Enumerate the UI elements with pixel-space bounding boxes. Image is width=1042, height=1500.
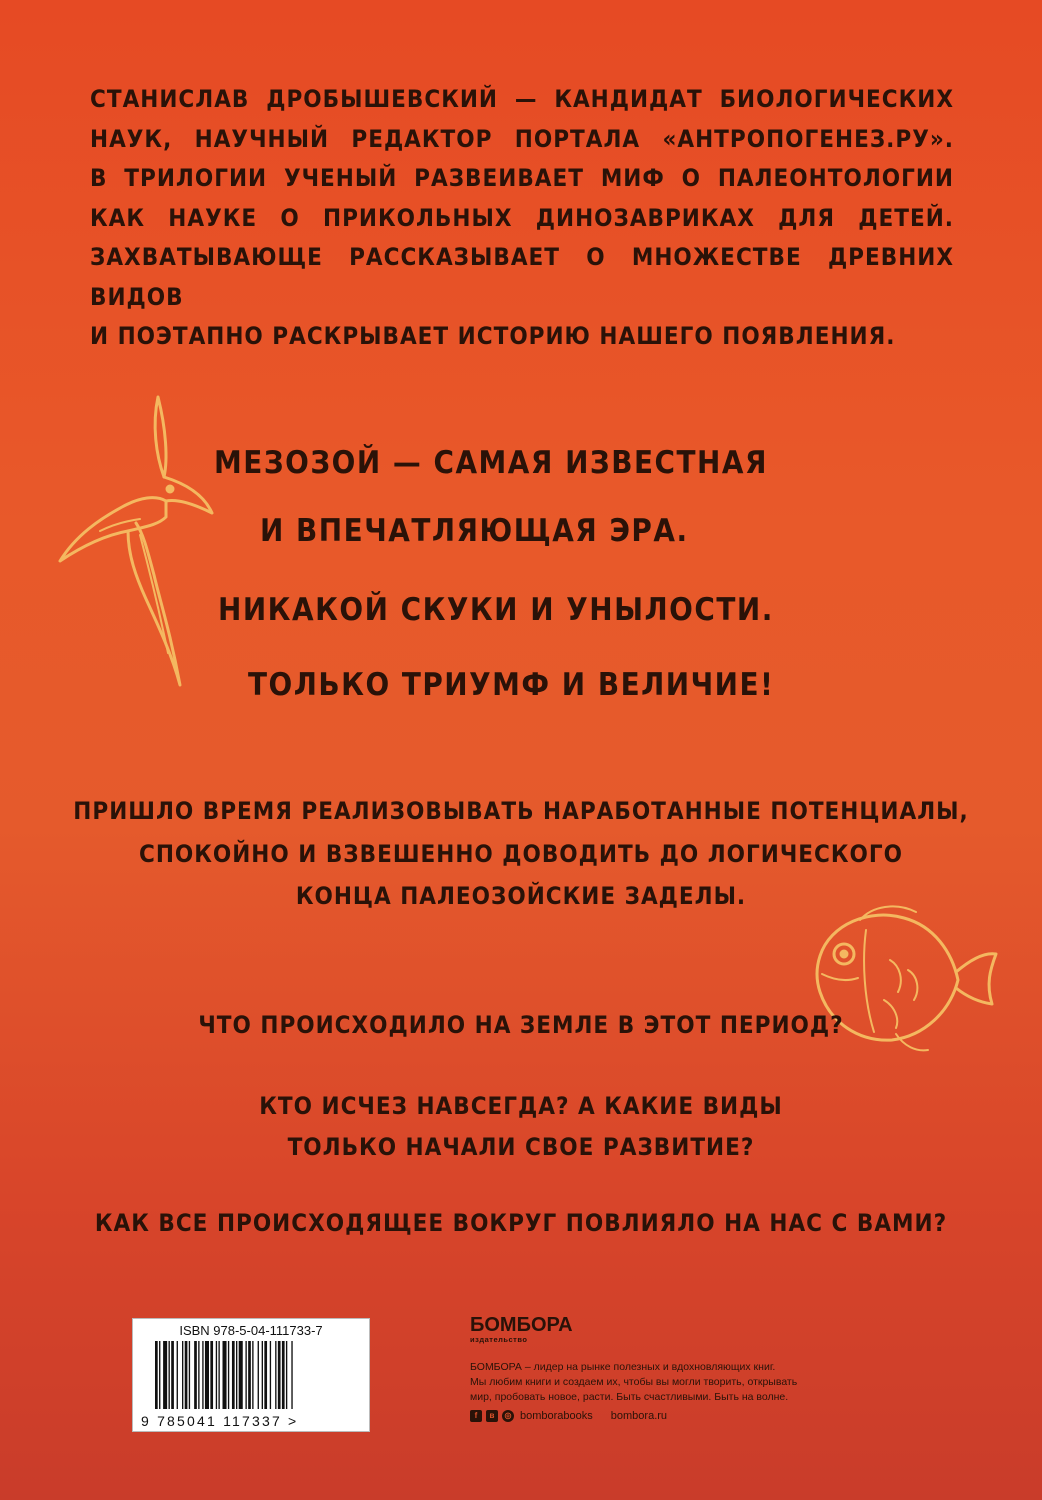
facebook-icon[interactable]: f (470, 1410, 482, 1422)
website-link[interactable]: bombora.ru (610, 1410, 668, 1422)
publisher-desc-line: БОМБОРА – лидер на рынке полезных и вдохновляющих книг. (470, 1361, 776, 1373)
intro-line: КАК НАУКЕ О ПРИКОЛЬНЫХ ДИНОЗАВРИКАХ ДЛЯ ДЕТЕЙ. (90, 203, 954, 232)
question-2-line-2: ТОЛЬКО НАЧАЛИ СВОЕ РАЗВИТИЕ? (287, 1133, 755, 1161)
headline-line-4: ТОЛЬКО ТРИУМФ И ВЕЛИЧИЕ! (248, 667, 775, 703)
intro-line: И ПОЭТАПНО РАСКРЫВАЕТ ИСТОРИЮ НАШЕГО ПОЯВЛЕНИЯ. (90, 322, 896, 350)
publisher-logo: БОМБОРА (470, 1314, 573, 1336)
question-1: ЧТО ПРОИСХОДИЛО НА ЗЕМЛЕ В ЭТОТ ПЕРИОД? (198, 1011, 844, 1039)
middle-line-3: КОНЦА ПАЛЕОЗОЙСКИЕ ЗАДЕЛЫ. (295, 882, 747, 910)
middle-line-1: ПРИШЛО ВРЕМЯ РЕАЛИЗОВЫВАТЬ НАРАБОТАННЫЕ ПОТЕНЦИАЛЫ, (73, 797, 969, 825)
headline-line-3: НИКАКОЙ СКУКИ И УНЫЛОСТИ. (218, 592, 774, 628)
barcode-icon (155, 1341, 351, 1409)
intro-paragraph (90, 80, 954, 357)
vk-icon[interactable]: в (486, 1410, 498, 1422)
publisher-links (470, 1410, 930, 1422)
publisher-subtitle: издательство (470, 1335, 528, 1344)
pterosaur-illustration (40, 385, 220, 695)
isbn-label: ISBN 978-5-04-111733-7 (179, 1323, 323, 1338)
instagram-icon[interactable]: ◎ (502, 1410, 514, 1422)
headline-line-1: МЕЗОЗОЙ — САМАЯ ИЗВЕСТНАЯ (214, 445, 768, 481)
intro-line: СТАНИСЛАВ ДРОБЫШЕВСКИЙ — КАНДИДАТ БИОЛОГИЧЕСКИХ (90, 85, 954, 113)
publisher-desc-line: Мы любим книги и создаем их, чтобы вы могли творить, открывать (470, 1376, 798, 1388)
social-handle[interactable]: bomborabooks (520, 1410, 593, 1422)
publisher-block (470, 1315, 930, 1422)
barcode-digits: 9 785041 117337 > (141, 1413, 299, 1429)
headline-line-2: И ВПЕЧАТЛЯЮЩАЯ ЭРА. (260, 513, 689, 549)
middle-line-2: СПОКОЙНО И ВЗВЕШЕННО ДОВОДИТЬ ДО ЛОГИЧЕСКОГО (138, 840, 904, 868)
intro-line: НАУК, НАУЧНЫЙ РЕДАКТОР ПОРТАЛА «АНТРОПОГЕНЕЗ.РУ». (90, 124, 954, 153)
question-2-line-1: КТО ИСЧЕЗ НАВСЕГДА? А КАКИЕ ВИДЫ (259, 1092, 783, 1120)
intro-line: В ТРИЛОГИИ УЧЕНЫЙ РАЗВЕИВАЕТ МИФ О ПАЛЕОНТОЛОГИИ (90, 164, 954, 192)
publisher-desc-line: мир, пробовать новое, расти. Быть счастливыми. Быть на волне. (470, 1391, 789, 1403)
publisher-description (470, 1360, 930, 1405)
question-3: КАК ВСЕ ПРОИСХОДЯЩЕЕ ВОКРУГ ПОВЛИЯЛО НА НАС С ВАМИ? (94, 1209, 948, 1237)
intro-line: ЗАХВАТЫВАЮЩЕ РАССКАЗЫВАЕТ О МНОЖЕСТВЕ ДРЕВНИХ ВИДОВ (90, 243, 954, 311)
barcode-block (132, 1318, 370, 1432)
